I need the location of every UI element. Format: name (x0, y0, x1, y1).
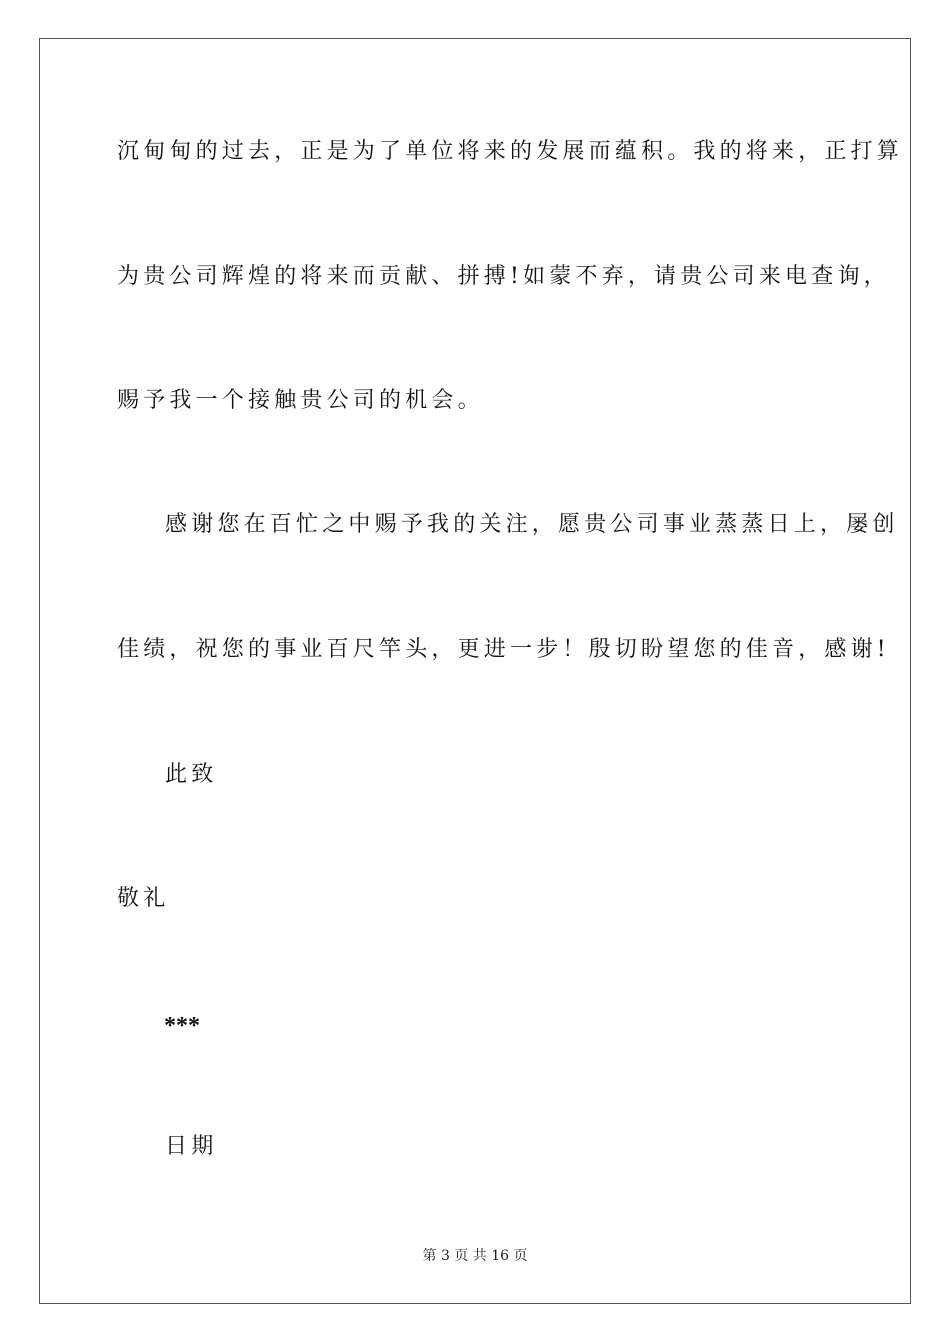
paragraph-line-2: 为贵公司辉煌的将来而贡献、拼搏!如蒙不弃，请贵公司来电查询， (117, 264, 890, 289)
paragraph-line-3: 赐予我一个接触贵公司的机会。 (117, 388, 484, 413)
paragraph-line-5: 佳绩，祝您的事业百尺竿头，更进一步！殷切盼望您的佳音，感谢! (117, 637, 890, 662)
date-label: 日期 (165, 1134, 218, 1159)
page-footer: 第 3 页 共 16 页 (422, 1248, 528, 1264)
paragraph-line-4: 感谢您在百忙之中赐予我的关注，愿贵公司事业蒸蒸日上，屡创 (165, 512, 899, 537)
closing-text: 此致 (165, 762, 218, 787)
signature-placeholder: *** (164, 1013, 200, 1039)
paragraph-line-1: 沉甸甸的过去，正是为了单位将来的发展而蕴积。我的将来，正打算 (117, 139, 904, 164)
salute-text: 敬礼 (117, 886, 170, 911)
page-border (39, 38, 911, 1304)
